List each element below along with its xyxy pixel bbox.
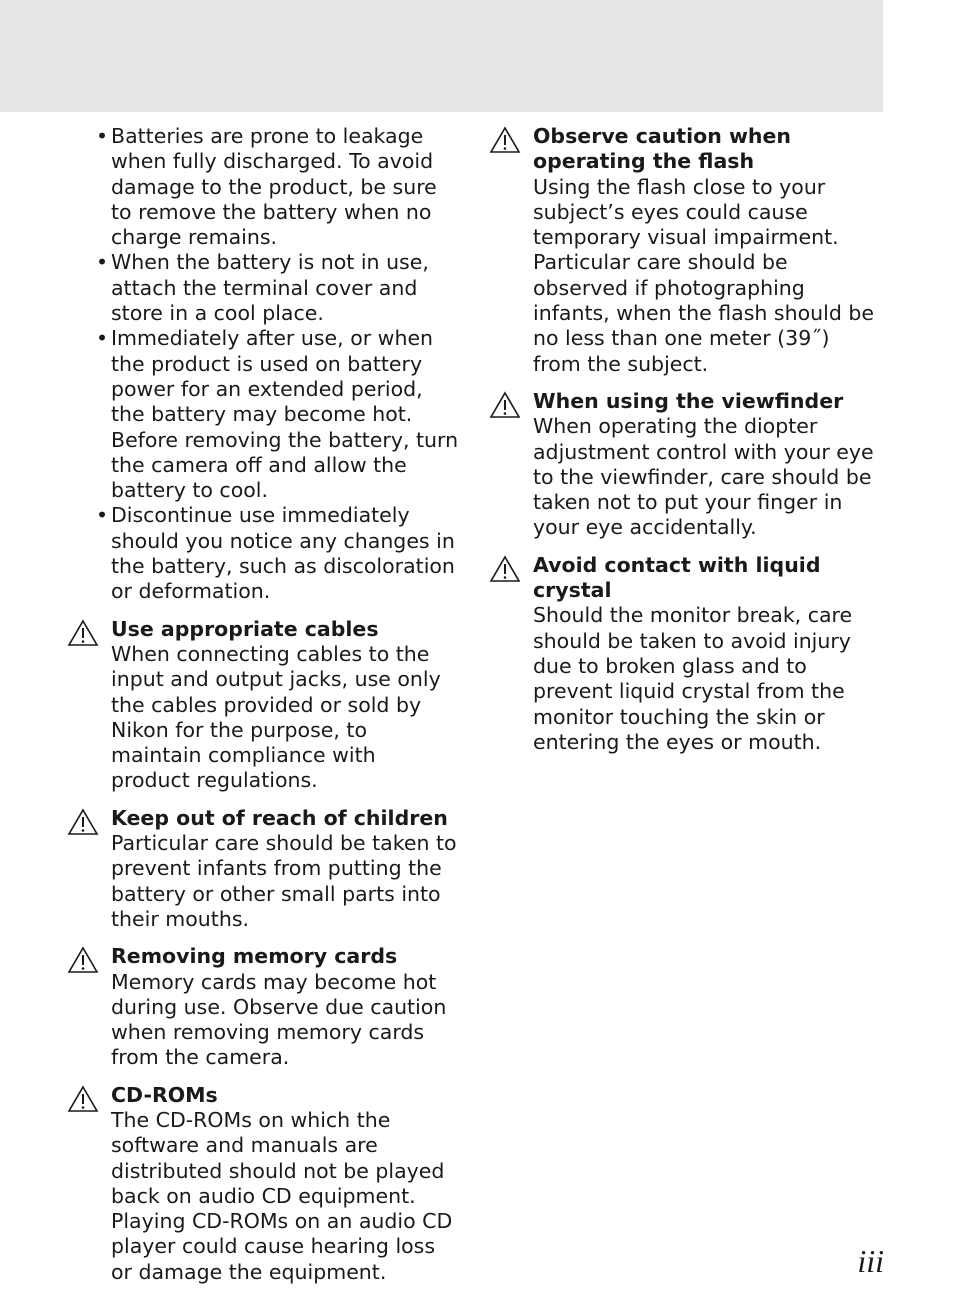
warning-triangle-icon — [489, 555, 521, 583]
bullet-mark: • — [96, 326, 109, 351]
battery-bullet-list — [96, 124, 461, 605]
section-body: Using the flash close to your subject’s eyes could cause temporary visual impairment. Particular care should be observed if photographing infants, when the flash should be no less than one meter (39˝) from the subject. — [533, 174, 874, 376]
section-body: Should the monitor break, care should be taken to avoid injury due to broken glass and to prevent liquid crystal from the monitor touching the skin or entering the eyes or mouth. — [533, 603, 853, 754]
right-column — [533, 124, 883, 755]
header-band — [0, 0, 883, 112]
section-title: Keep out of reach of children — [111, 805, 448, 830]
warning-triangle-icon — [67, 808, 99, 836]
bullet-text: When the battery is not in use, attach the terminal cover and store in a cool place. — [111, 250, 429, 326]
warning-triangle-icon — [67, 946, 99, 974]
section-body: The CD-ROMs on which the software and manuals are distributed should not be played back on audio CD equipment. Playing CD-ROMs on an audio CD player could cause hearing loss or damage the equipment. — [111, 1107, 453, 1284]
section-title: Use appropriate cables — [111, 616, 379, 641]
section-title: CD-ROMs — [111, 1082, 218, 1107]
warning-triangle-icon — [67, 1085, 99, 1113]
bullet-mark: • — [96, 250, 109, 275]
section-memory-cards — [111, 944, 461, 1070]
section-viewfinder — [533, 389, 883, 541]
section-flash — [533, 124, 883, 377]
bullet-item — [96, 503, 461, 604]
page-number: iii — [857, 1243, 884, 1279]
section-body: Memory cards may become hot during use. Observe due caution when removing memory cards from the camera. — [111, 969, 447, 1070]
bullet-mark: • — [96, 503, 109, 528]
section-cd-roms — [111, 1083, 461, 1285]
warning-triangle-icon — [67, 619, 99, 647]
section-title: Observe caution when operating the flash — [533, 124, 791, 174]
bullet-text: Batteries are prone to leakage when fully discharged. To avoid damage to the product, be sure to remove the battery when no charge remains. — [111, 124, 437, 250]
section-title: Removing memory cards — [111, 944, 398, 969]
section-body: When connecting cables to the input and output jacks, use only the cables provided or sold by Nikon for the purpose, to maintain compliance with product regulations. — [111, 641, 441, 793]
section-title: When using the viewfinder — [533, 388, 844, 413]
section-body: Particular care should be taken to prevent infants from putting the battery or other small parts into their mouths. — [111, 831, 457, 931]
section-cables — [111, 617, 461, 794]
section-title: Avoid contact with liquid crystal — [533, 552, 821, 603]
section-children — [111, 806, 461, 932]
section-body: When operating the diopter adjustment control with your eye to the viewfinder, care should be taken not to put your finger in your eye accidentally. — [533, 414, 874, 540]
bullet-item — [96, 250, 461, 326]
bullet-item — [96, 326, 461, 503]
bullet-text: Discontinue use immediately should you notice any changes in the battery, such as discoloration or deformation. — [111, 503, 455, 604]
warning-triangle-icon — [489, 126, 521, 154]
warning-triangle-icon — [489, 391, 521, 419]
bullet-text: Immediately after use, or when the product is used on battery power for an extended period, the battery may become hot. Before removing the battery, turn the camera off and allow the battery to cool. — [111, 326, 459, 503]
section-liquid-crystal — [533, 553, 883, 755]
bullet-mark: • — [96, 124, 109, 148]
bullet-item — [96, 124, 461, 250]
left-column — [96, 124, 461, 1285]
